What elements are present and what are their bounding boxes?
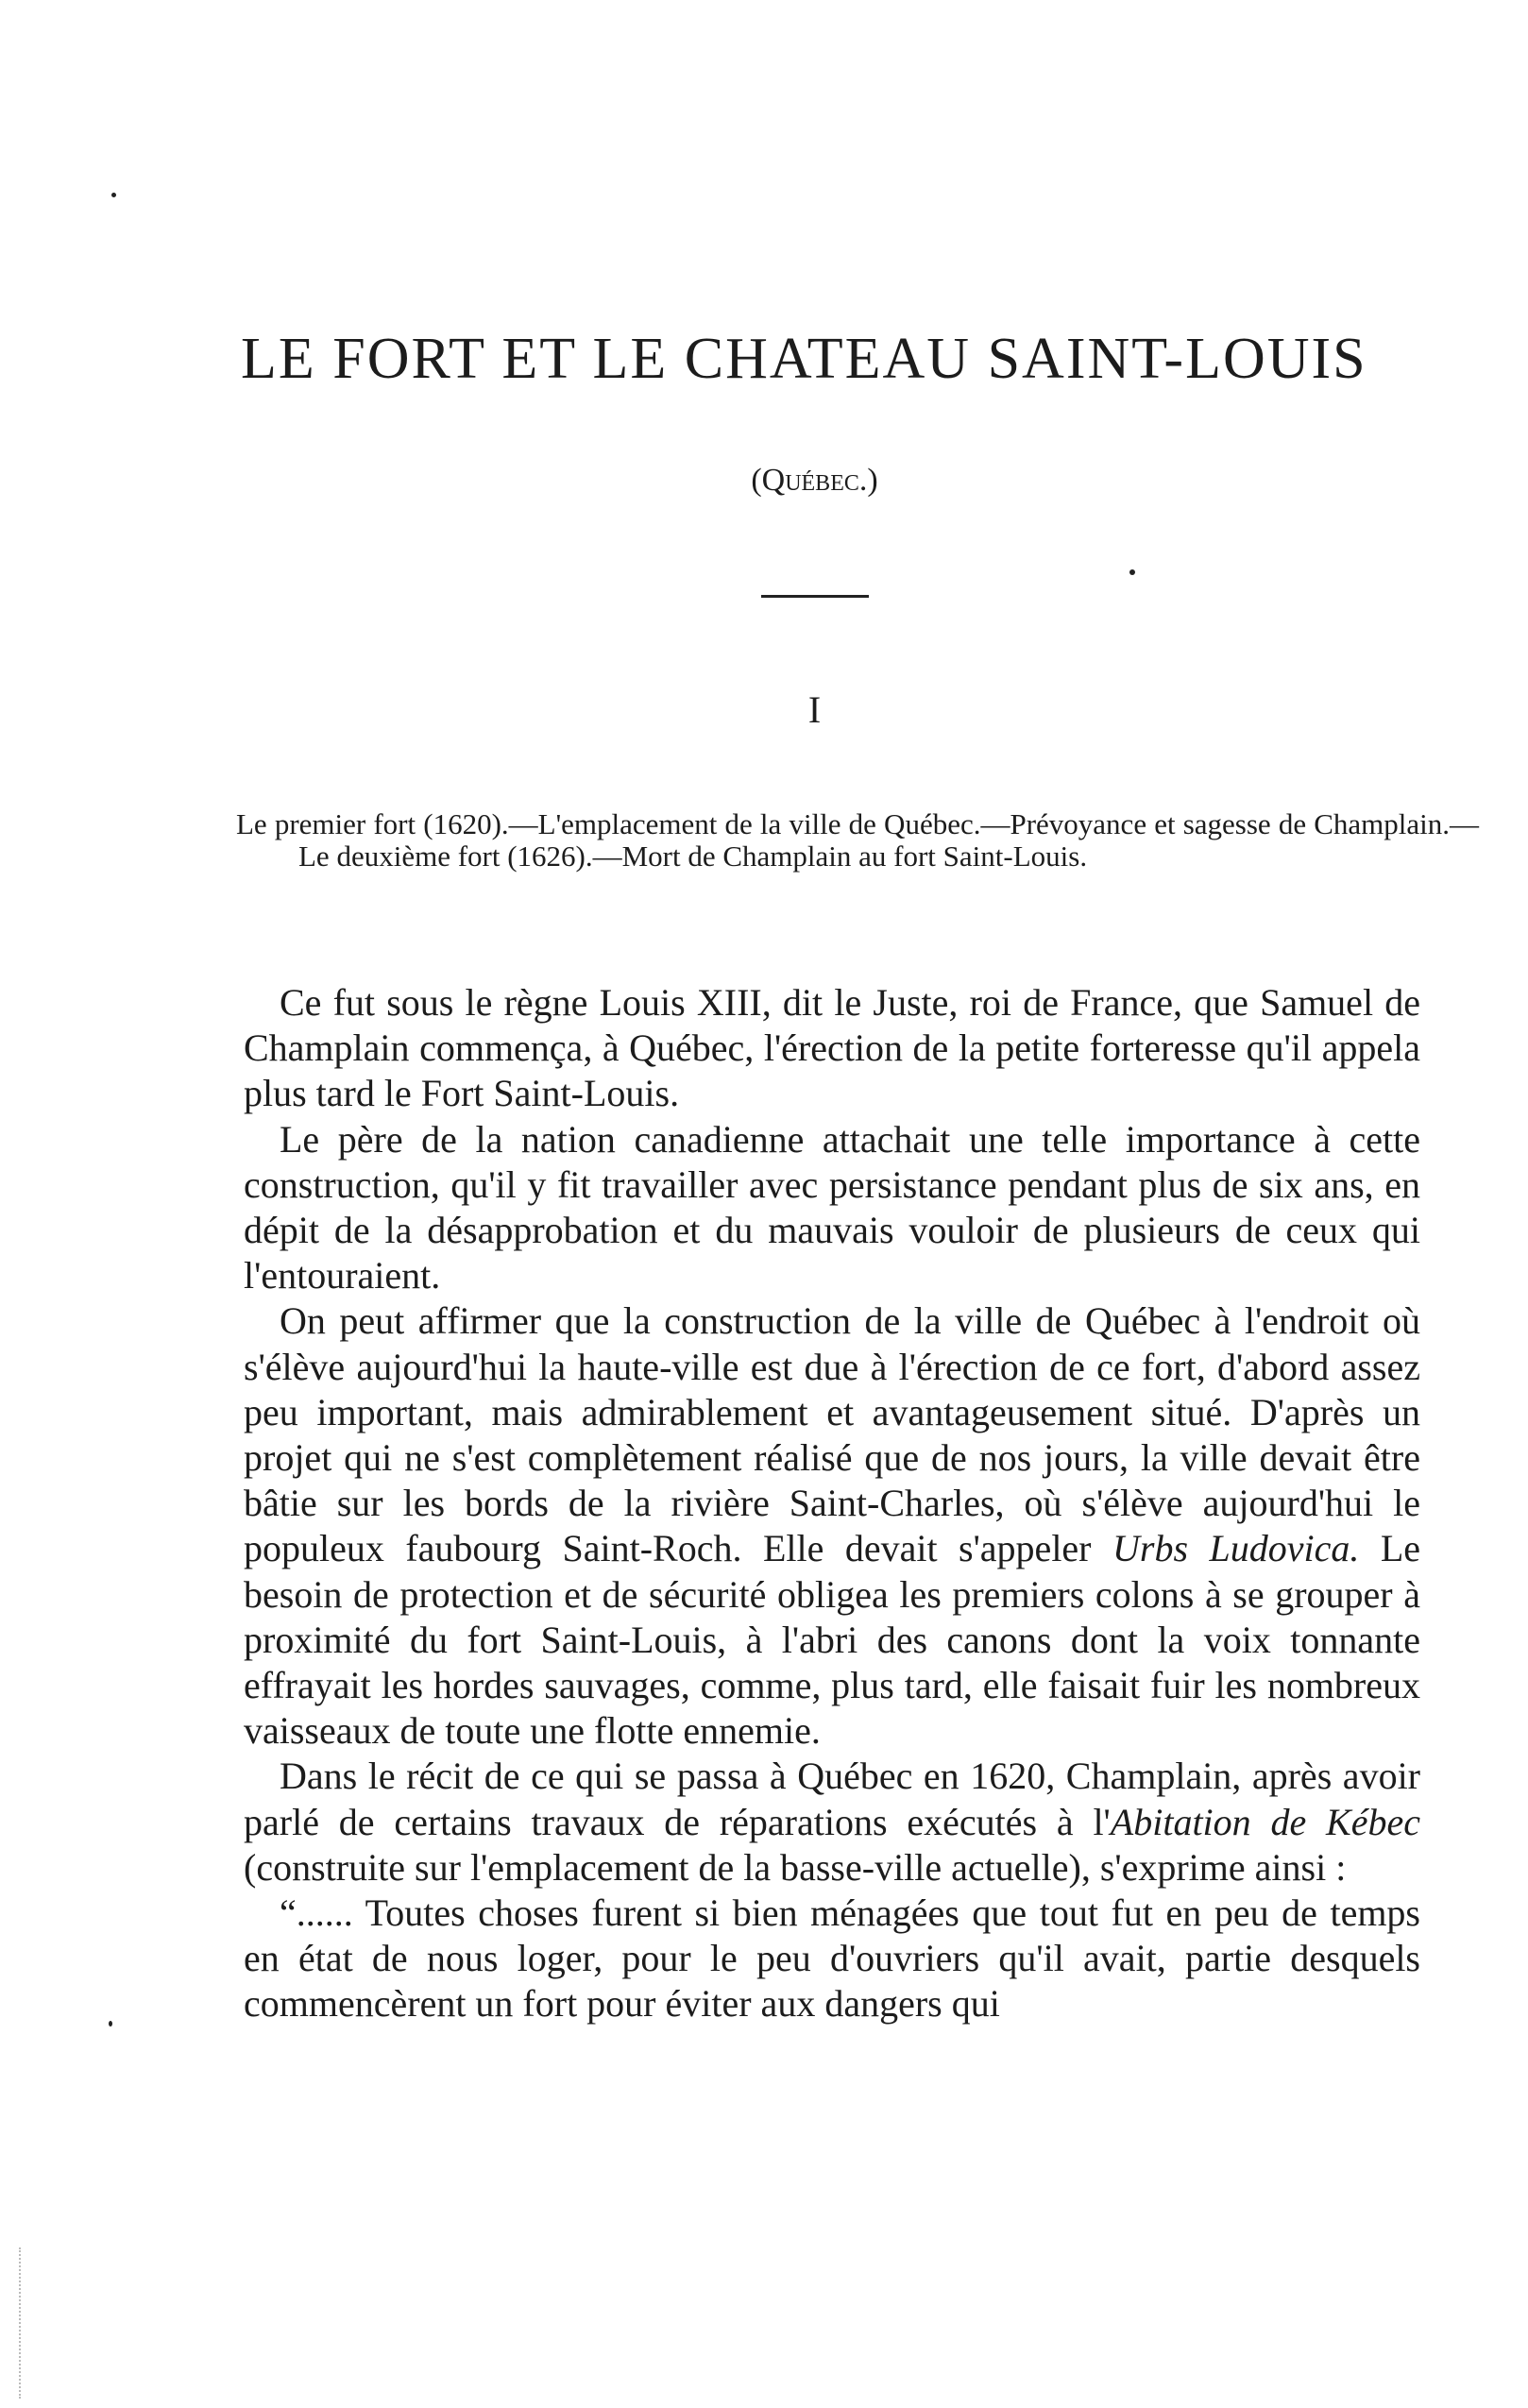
scan-edge-mark — [19, 2247, 21, 2399]
latin-name: Urbs Ludovica. — [1112, 1527, 1360, 1570]
paragraph-text: Dans le récit de ce qui se passa à Québec en 1620, Champlain, après avoir parlé de certains travaux de réparations exécutés à l' — [244, 1755, 1420, 1843]
ink-speck — [111, 193, 116, 197]
ink-speck — [1129, 569, 1135, 575]
place-name: Abitation de Kébec — [1110, 1800, 1420, 1843]
paragraph — [244, 1298, 1420, 1754]
chapter-title: LE FORT ET LE CHATEAU SAINT-LOUIS — [241, 327, 1367, 391]
paragraph-text: (construite sur l'emplacement de la basse-ville actuelle), s'exprime ainsi : — [244, 1845, 1347, 1889]
quotation: “...... Toutes choses furent si bien ménagées que tout fut en peu de temps en état de nous loger, pour le peu d'ouvriers qu'il avait, partie desquels commencèrent un fort pour éviter aux dangers qui — [244, 1891, 1420, 2026]
ink-speck — [109, 2021, 112, 2026]
section-number: I — [807, 688, 822, 731]
body-text — [244, 980, 1420, 2027]
paragraph: Le père de la nation canadienne attachait une telle importance à cette construction, qu'il y fit travailler avec persistance pendant plus de six ans, en dépit de la désapprobation et du mauvais vouloir de plusieurs de ceux qui l'entouraient. — [244, 1117, 1420, 1297]
paragraph-text: Le besoin de protection et de sécurité obligea les premiers colons à se grouper à proximité du fort Saint-Louis, à l'abri des canons dont la voix tonnante effrayait les hordes sauvages, comme, plus tard, elle faisait fuir les nombreux vaisseaux de toute une flotte ennemie. — [244, 1527, 1421, 1753]
paragraph-text: On peut affirmer que la construction de la ville de Québec à l'endroit où s'élève aujourd'hui la haute-ville est due à l'érection de ce fort, d'abord assez peu important, mais admirablement et avantageusement situé. D'après un projet qui ne s'est complètement réalisé que de nos jours, la ville devait être bâtie sur les bords de la rivière Saint-Charles, où s'élève aujourd'hui le populeux faubourg Saint-Roch. Elle devait s'appeler — [244, 1299, 1420, 1570]
section-summary: Le premier fort (1620).—L'emplacement de la ville de Québec.—Prévoyance et sagesse de Champlain.—Le deuxième fort (1626).—Mort de Champlain au fort Saint-Louis. — [236, 807, 1479, 873]
title-divider — [761, 595, 869, 598]
paragraph — [244, 1754, 1420, 1891]
paragraph: Ce fut sous le règne Louis XIII, dit le Juste, roi de France, que Samuel de Champlain commença, à Québec, l'érection de la petite forteresse qu'il appela plus tard le Fort Saint-Louis. — [244, 981, 1420, 1115]
chapter-subtitle: (Québec.) — [751, 463, 878, 498]
